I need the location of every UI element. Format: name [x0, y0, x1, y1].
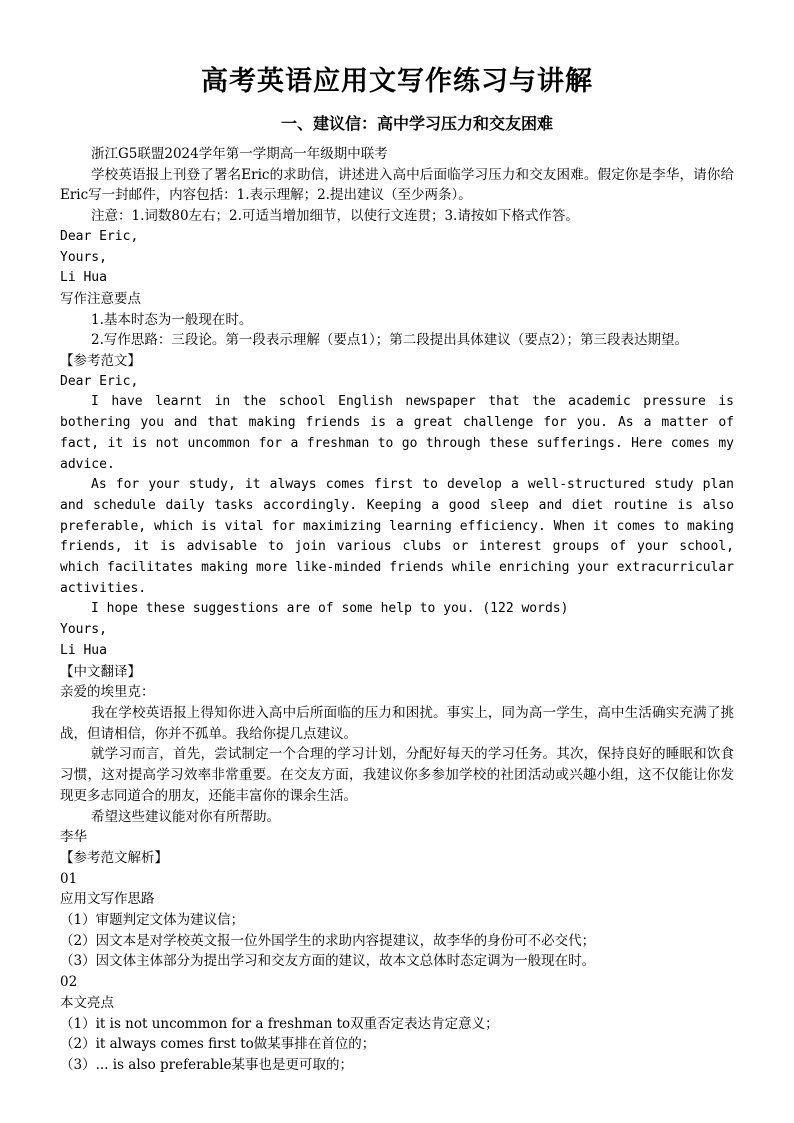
model-essay-label: 【参考范文】 — [60, 353, 141, 370]
format-signature: Li Hua — [60, 270, 107, 286]
analysis-part-2-item: （3）... is also preferable某事也是更可取的； — [60, 1056, 354, 1073]
format-closing: Yours, — [60, 249, 107, 265]
section-heading: 一、建议信：高中学习压力和交友困难 — [280, 114, 553, 133]
analysis-part-2-item: （1）it is not uncommon for a freshman to双重否定表达肯定意义； — [60, 1015, 499, 1032]
analysis-label: 【参考范文解析】 — [60, 849, 168, 866]
model-essay-closing: Yours, — [60, 622, 107, 638]
analysis-part-2-heading: 本文亮点 — [60, 994, 114, 1011]
analysis-part-1-number: 01 — [60, 870, 78, 887]
analysis-part-2-item: （2）it always comes first to做某事排在首位的； — [60, 1036, 376, 1053]
analysis-part-1-item: （2）因文本是对学校英文报一位外国学生的求助内容提建议，故李华的身份可不必交代； — [60, 932, 596, 949]
format-greeting: Dear Eric, — [60, 228, 139, 244]
task-notes: 注意：1.词数80左右；2.可适当增加细节，以使行文连贯；3.请按如下格式作答。 — [91, 208, 579, 225]
writing-tip-2: 2.写作思路：三段论。第一段表示理解（要点1）；第二段提出具体建议（要点2）；第三段表达期望。 — [91, 332, 689, 349]
translation-paragraph-2: 就学习而言，首先，尝试制定一个合理的学习计划，分配好每天的学习任务。其次，保持良好的睡眠和饮食习惯，这对提高学习效率非常重要。在交友方面，我建议你多参加学校的社团活动或兴趣小组，这不仅能让你发现更多志同道合的朋友，还能丰富你的课余生活。 — [60, 746, 734, 804]
analysis-part-1-heading: 应用文写作思路 — [60, 891, 155, 908]
document-body — [60, 144, 734, 1076]
model-essay-greeting: Dear Eric, — [60, 373, 139, 389]
translation-signature: 李华 — [60, 829, 87, 846]
task-description: 学校英语报上刊登了署名Eric的求助信，讲述进入高中后面临学习压力和交友困难。假定你是李华，请你给Eric写一封邮件，内容包括：1.表示理解；2.提出建议（至少两条）。 — [60, 166, 734, 204]
writing-tip-1: 1.基本时态为一般现在时。 — [91, 311, 253, 328]
translation-label: 【中文翻译】 — [60, 663, 141, 680]
analysis-part-1-item: （3）因文体主体部分为提出学习和交友方面的建议，故本文总体时态定调为一般现在时。 — [60, 953, 596, 970]
source-line: 浙江G5联盟2024学年第一学期高一年级期中联考 — [91, 146, 388, 162]
translation-paragraph-1: 我在学校英语报上得知你进入高中后所面临的压力和困扰。事实上，同为高一学生，高中生活确实充满了挑战，但请相信，你并不孤单。我给你提几点建议。 — [60, 704, 734, 742]
model-essay-paragraph-1: I have learnt in the school English newspaper that the academic pressure is bothering you and that making friends is a great challenge for you. As a matter of fact, it is not uncommon for a freshman to go through these sufferings. Here comes my advice. — [60, 394, 734, 472]
translation-paragraph-3: 希望这些建议能对你有所帮助。 — [91, 808, 280, 825]
model-essay-paragraph-3: I hope these suggestions are of some help to you. (122 words) — [91, 601, 569, 617]
writing-tips-heading: 写作注意要点 — [60, 290, 141, 307]
model-essay-signature: Li Hua — [60, 642, 107, 658]
analysis-part-2-number: 02 — [60, 974, 78, 991]
analysis-part-1-item: （1）审题判定文体为建议信； — [60, 912, 245, 929]
model-essay-paragraph-2: As for your study, it always comes first to develop a well-structured study plan and schedule daily tasks accordingly. Keeping a good sleep and diet routine is also preferable, which is vital for maximizing learning efficiency. When it comes to making friends, it is advisable to join various clubs or interest groups of your school, which facilitates making more like-minded friends while enriching your extracurricular activities. — [60, 477, 734, 596]
translation-greeting: 亲爱的埃里克： — [60, 684, 155, 701]
page-title: 高考英语应用文写作练习与讲解 — [201, 66, 593, 97]
